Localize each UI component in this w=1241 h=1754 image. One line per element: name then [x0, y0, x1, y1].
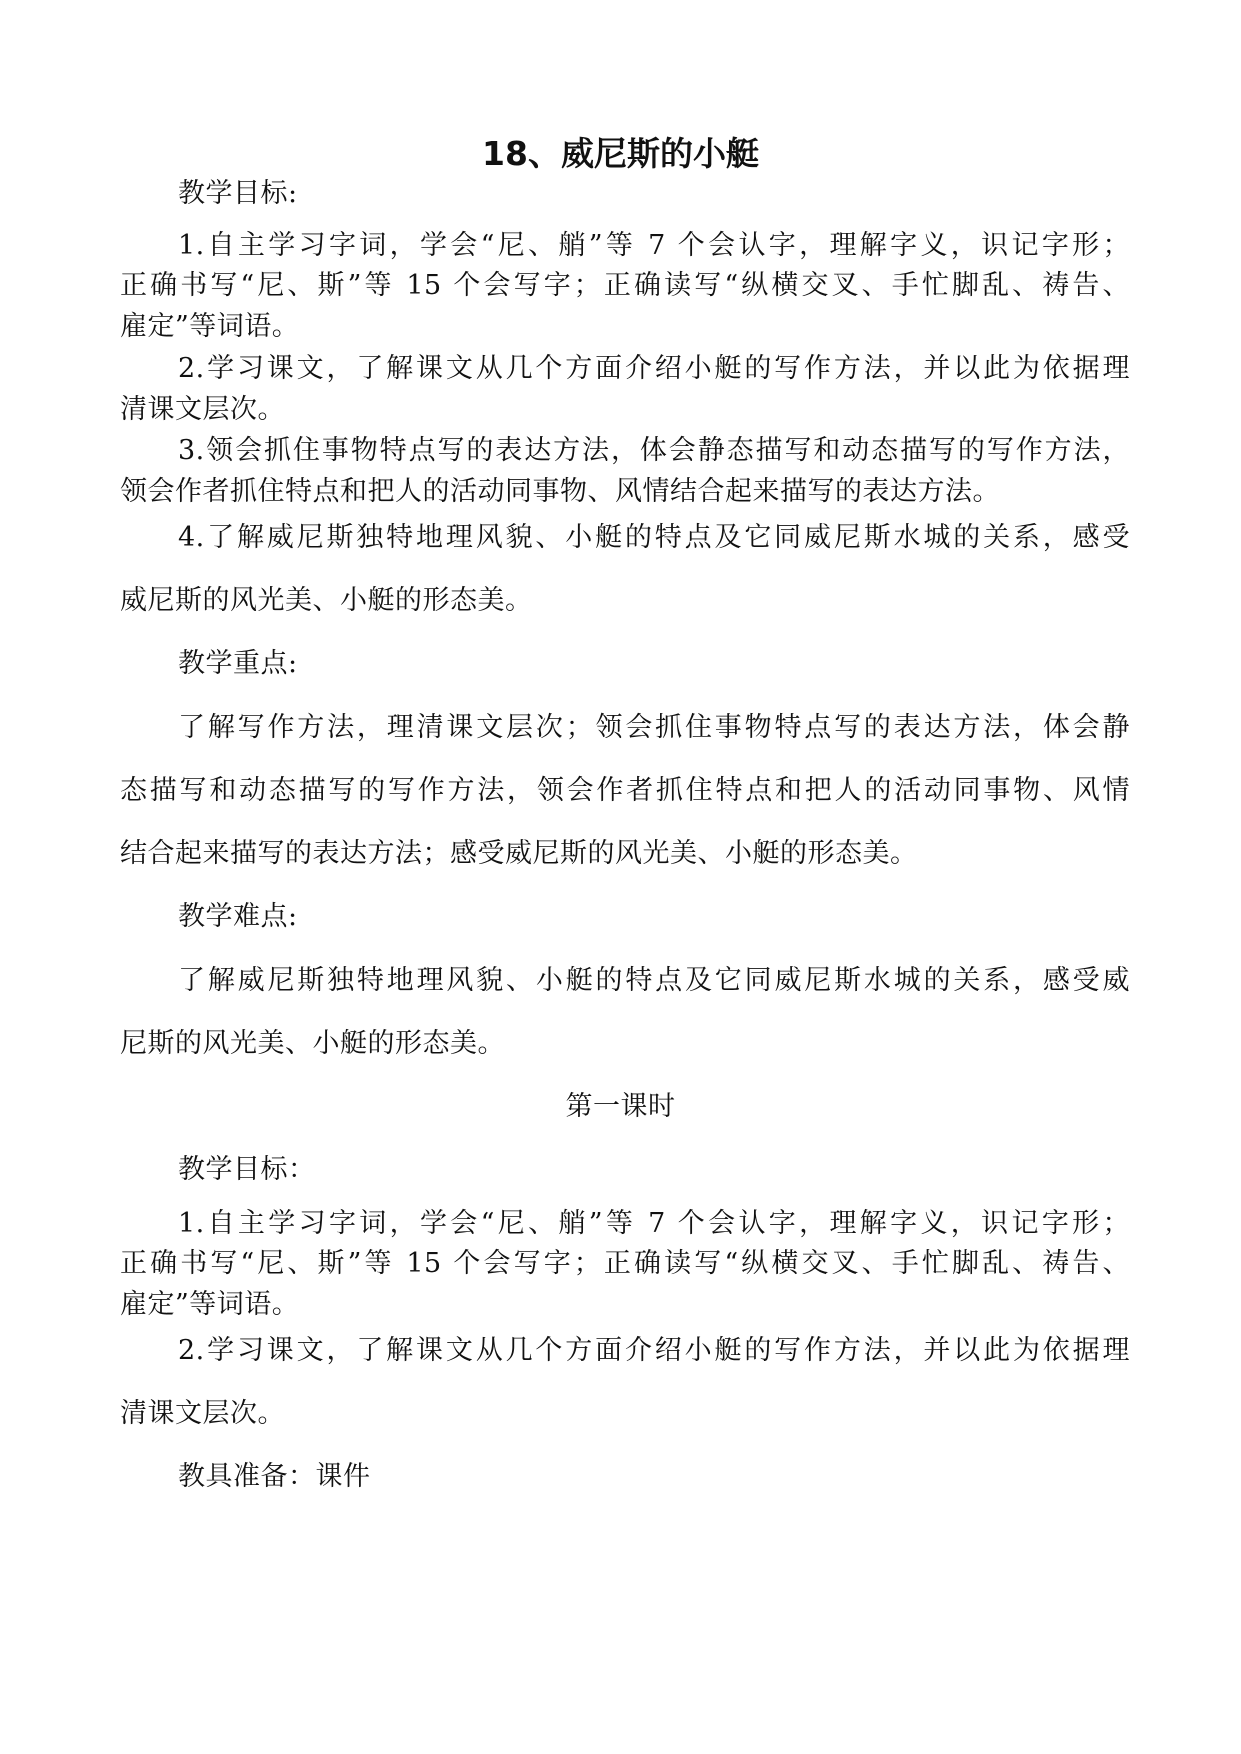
teaching-tools: 教具准备：课件 [178, 1461, 371, 1492]
lesson-goal-1-line-1: 1.自主学习字词，学会“尼、艄”等 7 个会认字，理解字义，识记字形； [178, 1208, 1130, 1239]
lesson-goal-1-line-2: 正确书写“尼、斯”等 15 个会写字；正确读写“纵横交叉、手忙脚乱、祷告、 [120, 1248, 1130, 1279]
goal-3-line-2: 领会作者抓住特点和把人的活动同事物、风情结合起来描写的表达方法。 [120, 476, 1000, 507]
key-points-line-1: 了解写作方法，理清课文层次；领会抓住事物特点写的表达方法，体会静 [178, 712, 1130, 743]
lesson-goal-2-line-2: 清课文层次。 [120, 1398, 285, 1429]
document-title: 18、威尼斯的小艇 [482, 134, 759, 173]
goal-3-line-1: 3.领会抓住事物特点写的表达方法，体会静态描写和动态描写的写作方法， [178, 435, 1130, 466]
goal-4-line-1: 4.了解威尼斯独特地理风貌、小艇的特点及它同威尼斯水城的关系，感受 [178, 522, 1130, 553]
lesson-goal-1-line-3: 雇定”等词语。 [120, 1289, 300, 1320]
goal-4-line-2: 威尼斯的风光美、小艇的形态美。 [120, 585, 533, 616]
key-points-line-2: 态描写和动态描写的写作方法，领会作者抓住特点和把人的活动同事物、风情 [120, 775, 1130, 806]
goal-1-line-3: 雇定”等词语。 [120, 311, 300, 342]
key-points-line-3: 结合起来描写的表达方法；感受威尼斯的风光美、小艇的形态美。 [120, 838, 918, 869]
section-heading-key-points: 教学重点: [178, 648, 298, 679]
goal-1-line-1: 1.自主学习字词，学会“尼、艄”等 7 个会认字，理解字义，识记字形； [178, 230, 1130, 261]
section-heading-goals: 教学目标: [178, 178, 298, 209]
difficulties-line-2: 尼斯的风光美、小艇的形态美。 [120, 1028, 505, 1059]
difficulties-line-1: 了解威尼斯独特地理风貌、小艇的特点及它同威尼斯水城的关系，感受威 [178, 965, 1130, 996]
goal-2-line-2: 清课文层次。 [120, 394, 285, 425]
section-heading-difficulties: 教学难点: [178, 901, 298, 932]
goal-1-line-2: 正确书写“尼、斯”等 15 个会写字；正确读写“纵横交叉、手忙脚乱、祷告、 [120, 270, 1130, 301]
lesson-heading: 第一课时 [565, 1091, 676, 1122]
goal-2-line-1: 2.学习课文，了解课文从几个方面介绍小艇的写作方法，并以此为依据理 [178, 353, 1130, 384]
lesson-goals-heading: 教学目标： [178, 1154, 316, 1185]
lesson-goal-2-line-1: 2.学习课文，了解课文从几个方面介绍小艇的写作方法，并以此为依据理 [178, 1335, 1130, 1366]
